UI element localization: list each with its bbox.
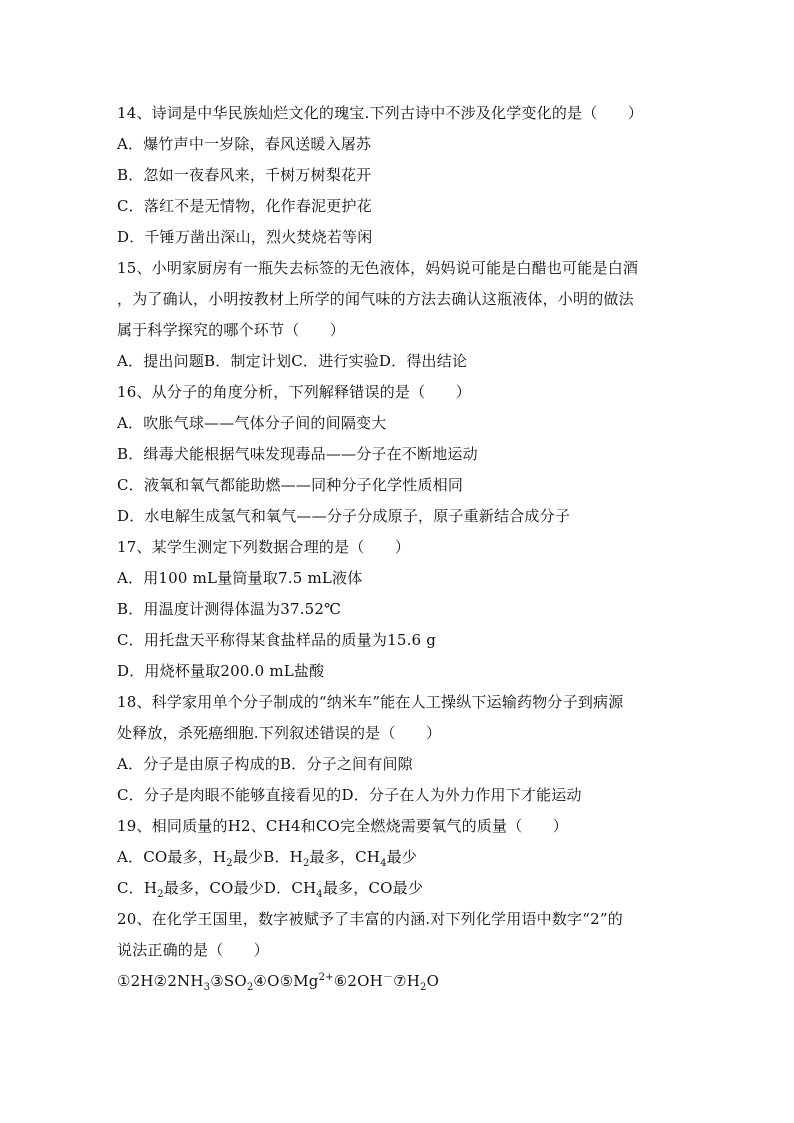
q16-option-b: B．缉毒犬能根据气味发现毒品——分子在不断地运动 xyxy=(117,445,478,463)
q20-formula-text-6: O xyxy=(426,972,440,990)
q14-option-a: A．爆竹声中一岁除，春风送暖入屠苏 xyxy=(117,135,372,153)
q19-stem: 19、相同质量的H2、CH4和CO完全燃烧需要氧气的质量（ ） xyxy=(117,817,568,835)
q20-stem-line2: 说法正确的是（ ） xyxy=(117,941,270,959)
q20-formula-text-3: ④O⑤Mg xyxy=(253,972,319,990)
q20-formula-text-5: ⑦H xyxy=(393,972,421,990)
q16-option-c: C．液氧和氧气都能助燃——同种分子化学性质相同 xyxy=(117,476,464,494)
q19-ab-text-2: 最少B．H xyxy=(232,848,303,866)
q14-stem: 14、诗词是中华民族灿烂文化的瑰宝.下列古诗中不涉及化学变化的是（ ） xyxy=(117,104,644,122)
q19-cd-text-2: 最多，CO最少D．CH xyxy=(163,879,317,897)
q20-formula-sup-1: 2+ xyxy=(318,972,334,983)
q17-option-b: B．用温度计测得体温为37.52℃ xyxy=(117,600,342,618)
q20-formula-text-2: ③SO xyxy=(210,972,247,990)
q20-stem-line1: 20、在化学王国里，数字被赋予了丰富的内涵.对下列化学用语中数字“2”的 xyxy=(117,910,623,928)
q19-ab-sub-2: 2 xyxy=(302,858,310,869)
exam-page xyxy=(117,98,677,997)
q19-cd-text-3: 最多，CO最少 xyxy=(322,879,424,897)
q17-option-a: A．用100 mL量筒量取7.5 mL液体 xyxy=(117,569,363,587)
q18-stem-line1: 18、科学家用单个分子制成的“纳米车”能在人工操纵下运输药物分子到病源 xyxy=(117,693,624,711)
q19-ab-text-3: 最多，CH xyxy=(309,848,381,866)
q19-options-ab xyxy=(117,842,677,873)
q19-options-cd xyxy=(117,873,677,904)
q18-stem-line2: 处释放，杀死癌细胞.下列叙述错误的是（ ） xyxy=(117,724,442,742)
q19-cd-sub-2: 4 xyxy=(316,889,323,900)
q16-option-a: A．吹胀气球——气体分子间的间隔变大 xyxy=(117,414,387,432)
q19-cd-sub-1: 2 xyxy=(157,889,164,900)
q19-cd-text-1: C．H xyxy=(117,879,158,897)
q15-stem-line3: 属于科学探究的哪个环节（ ） xyxy=(117,321,346,339)
q19-ab-sub-1: 2 xyxy=(226,858,233,869)
q20-formula-sub-2: 2 xyxy=(246,982,254,993)
q15-stem-line1: 15、小明家厨房有一瓶失去标签的无色液体，妈妈说可能是白醋也可能是白酒 xyxy=(117,259,639,277)
q19-ab-sub-3: 4 xyxy=(380,858,387,869)
q18-options-cd: C．分子是肉眼不能够直接看见的D．分子在人为外力作用下才能运动 xyxy=(117,786,582,804)
q20-formula-sup-2: － xyxy=(382,972,394,983)
q16-stem: 16、从分子的角度分析，下列解释错误的是（ ） xyxy=(117,383,471,401)
q20-formula-sub-3: 2 xyxy=(420,982,427,993)
q14-option-c: C．落红不是无情物，化作春泥更护花 xyxy=(117,197,372,215)
q18-options-ab: A．分子是由原子构成的B．分子之间有间隙 xyxy=(117,755,413,773)
q15-options: A．提出问题B．制定计划C．进行实验D．得出结论 xyxy=(117,352,468,370)
q14-option-b: B．忽如一夜春风来，千树万树梨花开 xyxy=(117,166,372,184)
q16-option-d: D．水电解生成氢气和氧气——分子分成原子，原子重新结合成分子 xyxy=(117,507,571,525)
q19-ab-text-1: A．CO最多，H xyxy=(117,848,227,866)
q20-formula-text-1: ①2H②2NH xyxy=(117,972,204,990)
q20-formula-sub-1: 3 xyxy=(203,982,211,993)
q15-stem-line2: ，为了确认，小明按教材上所学的闻气味的方法去确认这瓶液体，小明的做法 xyxy=(117,290,634,308)
q17-option-d: D．用烧杯量取200.0 mL盐酸 xyxy=(117,662,325,680)
q20-formula-text-4: ⑥2OH xyxy=(333,972,383,990)
q20-formulas xyxy=(117,966,677,997)
q17-option-c: C．用托盘天平称得某食盐样品的质量为15.6 g xyxy=(117,631,437,649)
q14-option-d: D．千锤万凿出深山，烈火焚烧若等闲 xyxy=(117,228,373,246)
q19-ab-text-4: 最少 xyxy=(386,848,418,866)
q17-stem: 17、某学生测定下列数据合理的是（ ） xyxy=(117,538,411,556)
